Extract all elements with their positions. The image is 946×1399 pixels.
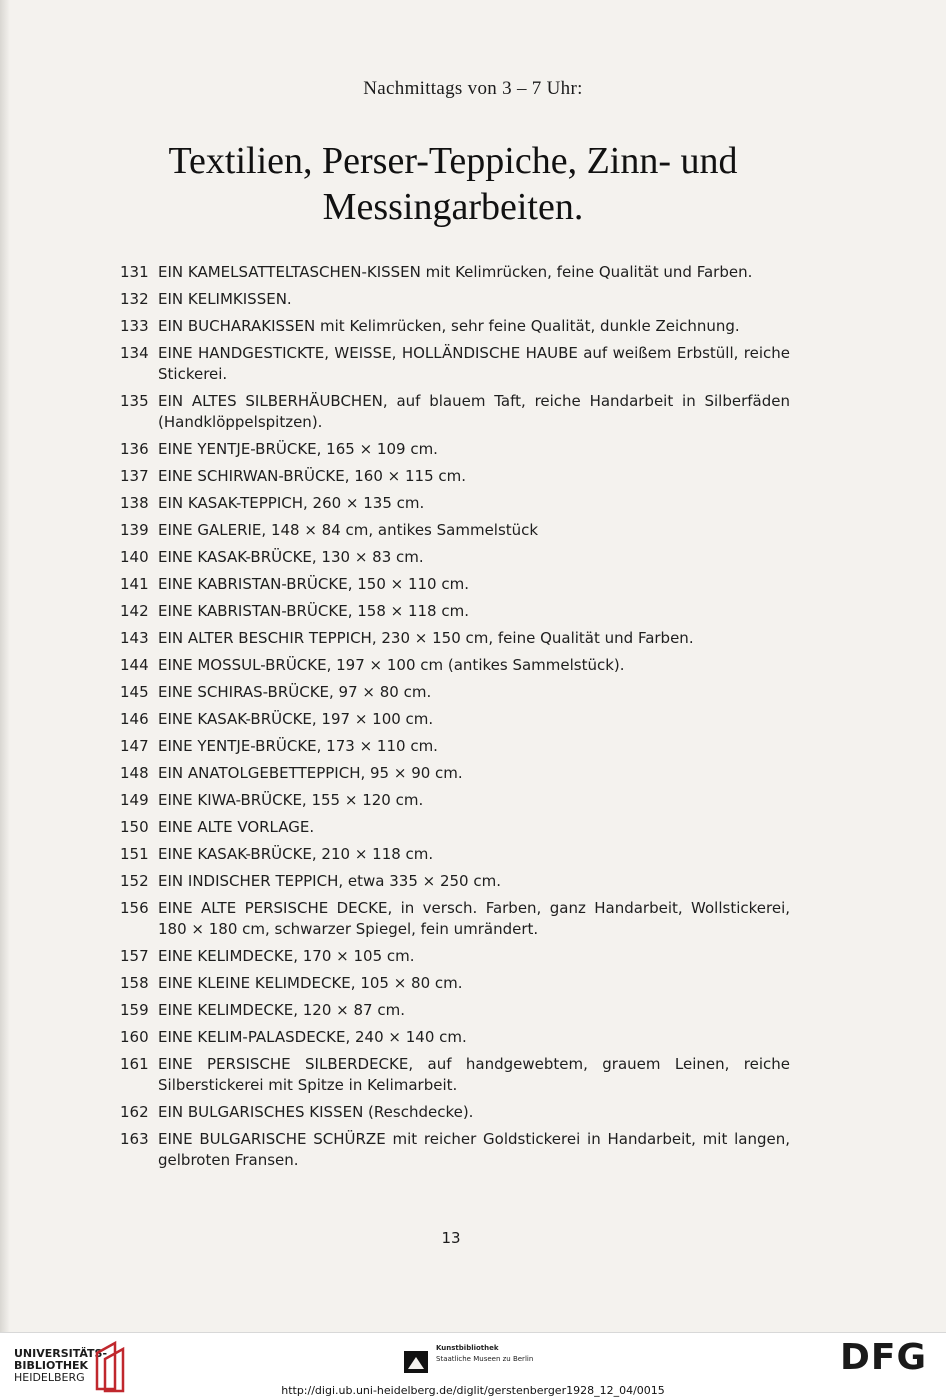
entry-text: EINE KASAK-BRÜCKE, 130 × 83 cm. xyxy=(158,548,424,566)
entry-text: EINE KABRISTAN-BRÜCKE, 158 × 118 cm. xyxy=(158,602,469,620)
entry-text: EINE YENTJE-BRÜCKE, 173 × 110 cm. xyxy=(158,737,438,755)
entry-text: EINE GALERIE, 148 × 84 cm, antikes Sammelstück xyxy=(158,521,539,539)
catalogue-entry xyxy=(120,709,790,730)
catalogue-entry xyxy=(120,763,790,784)
library-name-line-2: BIBLIOTHEK xyxy=(14,1359,89,1372)
entry-text: EINE KIWA-BRÜCKE, 155 × 120 cm. xyxy=(158,791,424,809)
entry-text: EINE KABRISTAN-BRÜCKE, 150 × 110 cm. xyxy=(158,575,469,593)
catalogue-entry xyxy=(120,1054,790,1096)
catalogue-entry xyxy=(120,391,790,433)
entry-number: 151 xyxy=(120,845,149,863)
entry-number: 131 xyxy=(120,263,149,281)
library-name-line-1: UNIVERSITÄTS- xyxy=(14,1347,108,1360)
entry-number: 142 xyxy=(120,602,149,620)
entry-number: 149 xyxy=(120,791,149,809)
entry-text: EINE HANDGESTICKTE, WEISSE, HOLLÄNDISCHE HAUBE auf weißem Erbstüll, reiche Stickerei. xyxy=(158,344,790,383)
catalogue-entry xyxy=(120,946,790,967)
viewer-footer xyxy=(0,1332,946,1399)
entry-text: EIN KAMELSATTELTASCHEN-KISSEN mit Kelimrücken, feine Qualität und Farben. xyxy=(158,263,753,281)
entry-text: EINE KELIMDECKE, 120 × 87 cm. xyxy=(158,1001,405,1019)
entry-text: EINE KASAK-BRÜCKE, 197 × 100 cm. xyxy=(158,710,434,728)
entry-number: 144 xyxy=(120,656,149,674)
catalogue-entry xyxy=(120,844,790,865)
entry-number: 159 xyxy=(120,1001,149,1019)
catalogue-entry xyxy=(120,871,790,892)
entry-text: EINE KLEINE KELIMDECKE, 105 × 80 cm. xyxy=(158,974,463,992)
catalogue-entries xyxy=(120,262,790,1177)
dfg-logo[interactable]: DFG xyxy=(840,1337,928,1378)
entry-number: 137 xyxy=(120,467,149,485)
entry-number: 146 xyxy=(120,710,149,728)
entry-text: EINE MOSSUL-BRÜCKE, 197 × 100 cm (antikes Sammelstück). xyxy=(158,656,625,674)
title-line-1: Textilien, Perser-Teppiche, Zinn- und xyxy=(168,140,738,182)
entry-text: EINE ALTE VORLAGE. xyxy=(158,818,315,836)
catalogue-entry xyxy=(120,1129,790,1171)
catalogue-entry xyxy=(120,316,790,337)
catalogue-entry xyxy=(120,682,790,703)
catalogue-entry xyxy=(120,817,790,838)
library-name-line-3: HEIDELBERG xyxy=(14,1371,85,1384)
entry-number: 136 xyxy=(120,440,149,458)
entry-number: 161 xyxy=(120,1055,149,1073)
catalogue-entry xyxy=(120,655,790,676)
entry-number: 143 xyxy=(120,629,149,647)
entry-text: EINE KASAK-BRÜCKE, 210 × 118 cm. xyxy=(158,845,434,863)
entry-number: 140 xyxy=(120,548,149,566)
entry-number: 134 xyxy=(120,344,149,362)
entry-number: 138 xyxy=(120,494,149,512)
catalogue-entry xyxy=(120,520,790,541)
catalogue-entry xyxy=(120,736,790,757)
kunstbibliothek-label xyxy=(436,1343,533,1365)
entry-number: 141 xyxy=(120,575,149,593)
entry-text: EIN KASAK-TEPPICH, 260 × 135 cm. xyxy=(158,494,425,512)
entry-text: EIN ANATOLGEBETTEPPICH, 95 × 90 cm. xyxy=(158,764,463,782)
entry-text: EINE SCHIRAS-BRÜCKE, 97 × 80 cm. xyxy=(158,683,432,701)
entry-text: EINE KELIM-PALASDECKE, 240 × 140 cm. xyxy=(158,1028,467,1046)
catalogue-entry xyxy=(120,790,790,811)
catalogue-entry xyxy=(120,973,790,994)
catalogue-entry xyxy=(120,898,790,940)
session-time-heading: Nachmittags von 3 – 7 Uhr: xyxy=(363,78,583,99)
entry-text: EINE YENTJE-BRÜCKE, 165 × 109 cm. xyxy=(158,440,438,458)
entry-text: EINE SCHIRWAN-BRÜCKE, 160 × 115 cm. xyxy=(158,467,467,485)
entry-number: 162 xyxy=(120,1103,149,1121)
entry-number: 139 xyxy=(120,521,149,539)
catalogue-entry xyxy=(120,439,790,460)
entry-text: EIN ALTER BESCHIR TEPPICH, 230 × 150 cm, feine Qualität und Farben. xyxy=(158,629,694,647)
kb-line-2: Staatliche Museen zu Berlin xyxy=(436,1355,534,1363)
entry-number: 132 xyxy=(120,290,149,308)
catalogue-entry xyxy=(120,1027,790,1048)
entry-text: EINE ALTE PERSISCHE DECKE, in versch. Farben, ganz Handarbeit, Wollstickerei, 180 × 180 cm, schwarzer Spiegel, fein umrändert. xyxy=(158,899,790,938)
catalogue-entry xyxy=(120,262,790,283)
entry-number: 133 xyxy=(120,317,149,335)
title-line-2: Messingarbeiten. xyxy=(322,186,584,228)
entry-number: 152 xyxy=(120,872,149,890)
catalogue-entry xyxy=(120,1000,790,1021)
catalogue-entry xyxy=(120,601,790,622)
kb-line-1: Kunstbibliothek xyxy=(436,1344,499,1352)
page-title xyxy=(0,138,906,230)
permalink-url[interactable]: http://digi.ub.uni-heidelberg.de/diglit/gerstenberger1928_12_04/0015 xyxy=(281,1384,665,1397)
entry-number: 148 xyxy=(120,764,149,782)
entry-text: EIN BUCHARAKISSEN mit Kelimrücken, sehr feine Qualität, dunkle Zeichnung. xyxy=(158,317,740,335)
entry-number: 147 xyxy=(120,737,149,755)
entry-text: EIN INDISCHER TEPPICH, etwa 335 × 250 cm. xyxy=(158,872,501,890)
catalogue-entry xyxy=(120,466,790,487)
entry-number: 157 xyxy=(120,947,149,965)
entry-text: EIN KELIMKISSEN. xyxy=(158,290,292,308)
catalogue-entry xyxy=(120,289,790,310)
entry-number: 135 xyxy=(120,392,149,410)
kunstbibliothek-logo-icon[interactable] xyxy=(404,1351,428,1373)
catalogue-entry xyxy=(120,493,790,514)
entry-number: 150 xyxy=(120,818,149,836)
entry-text: EINE BULGARISCHE SCHÜRZE mit reicher Goldstickerei in Handarbeit, mit langen, gelbroten Fransen. xyxy=(158,1130,790,1169)
catalogue-entry xyxy=(120,628,790,649)
entry-text: EINE KELIMDECKE, 170 × 105 cm. xyxy=(158,947,415,965)
entry-text: EIN BULGARISCHES KISSEN (Reschdecke). xyxy=(158,1103,474,1121)
entry-number: 145 xyxy=(120,683,149,701)
entry-text: EINE PERSISCHE SILBERDECKE, auf handgewebtem, grauem Leinen, reiche Silberstickerei mit Spitze in Kelimarbeit. xyxy=(158,1055,790,1094)
entry-text: EIN ALTES SILBERHÄUBCHEN, auf blauem Taft, reiche Handarbeit in Silberfäden (Handklöppelspitzen). xyxy=(158,392,790,431)
page-number: 13 xyxy=(441,1229,461,1247)
catalogue-entry xyxy=(120,343,790,385)
entry-number: 156 xyxy=(120,899,149,917)
catalogue-entry xyxy=(120,1102,790,1123)
entry-number: 163 xyxy=(120,1130,149,1148)
catalogue-entry xyxy=(120,547,790,568)
entry-number: 160 xyxy=(120,1028,149,1046)
entry-number: 158 xyxy=(120,974,149,992)
catalogue-entry xyxy=(120,574,790,595)
